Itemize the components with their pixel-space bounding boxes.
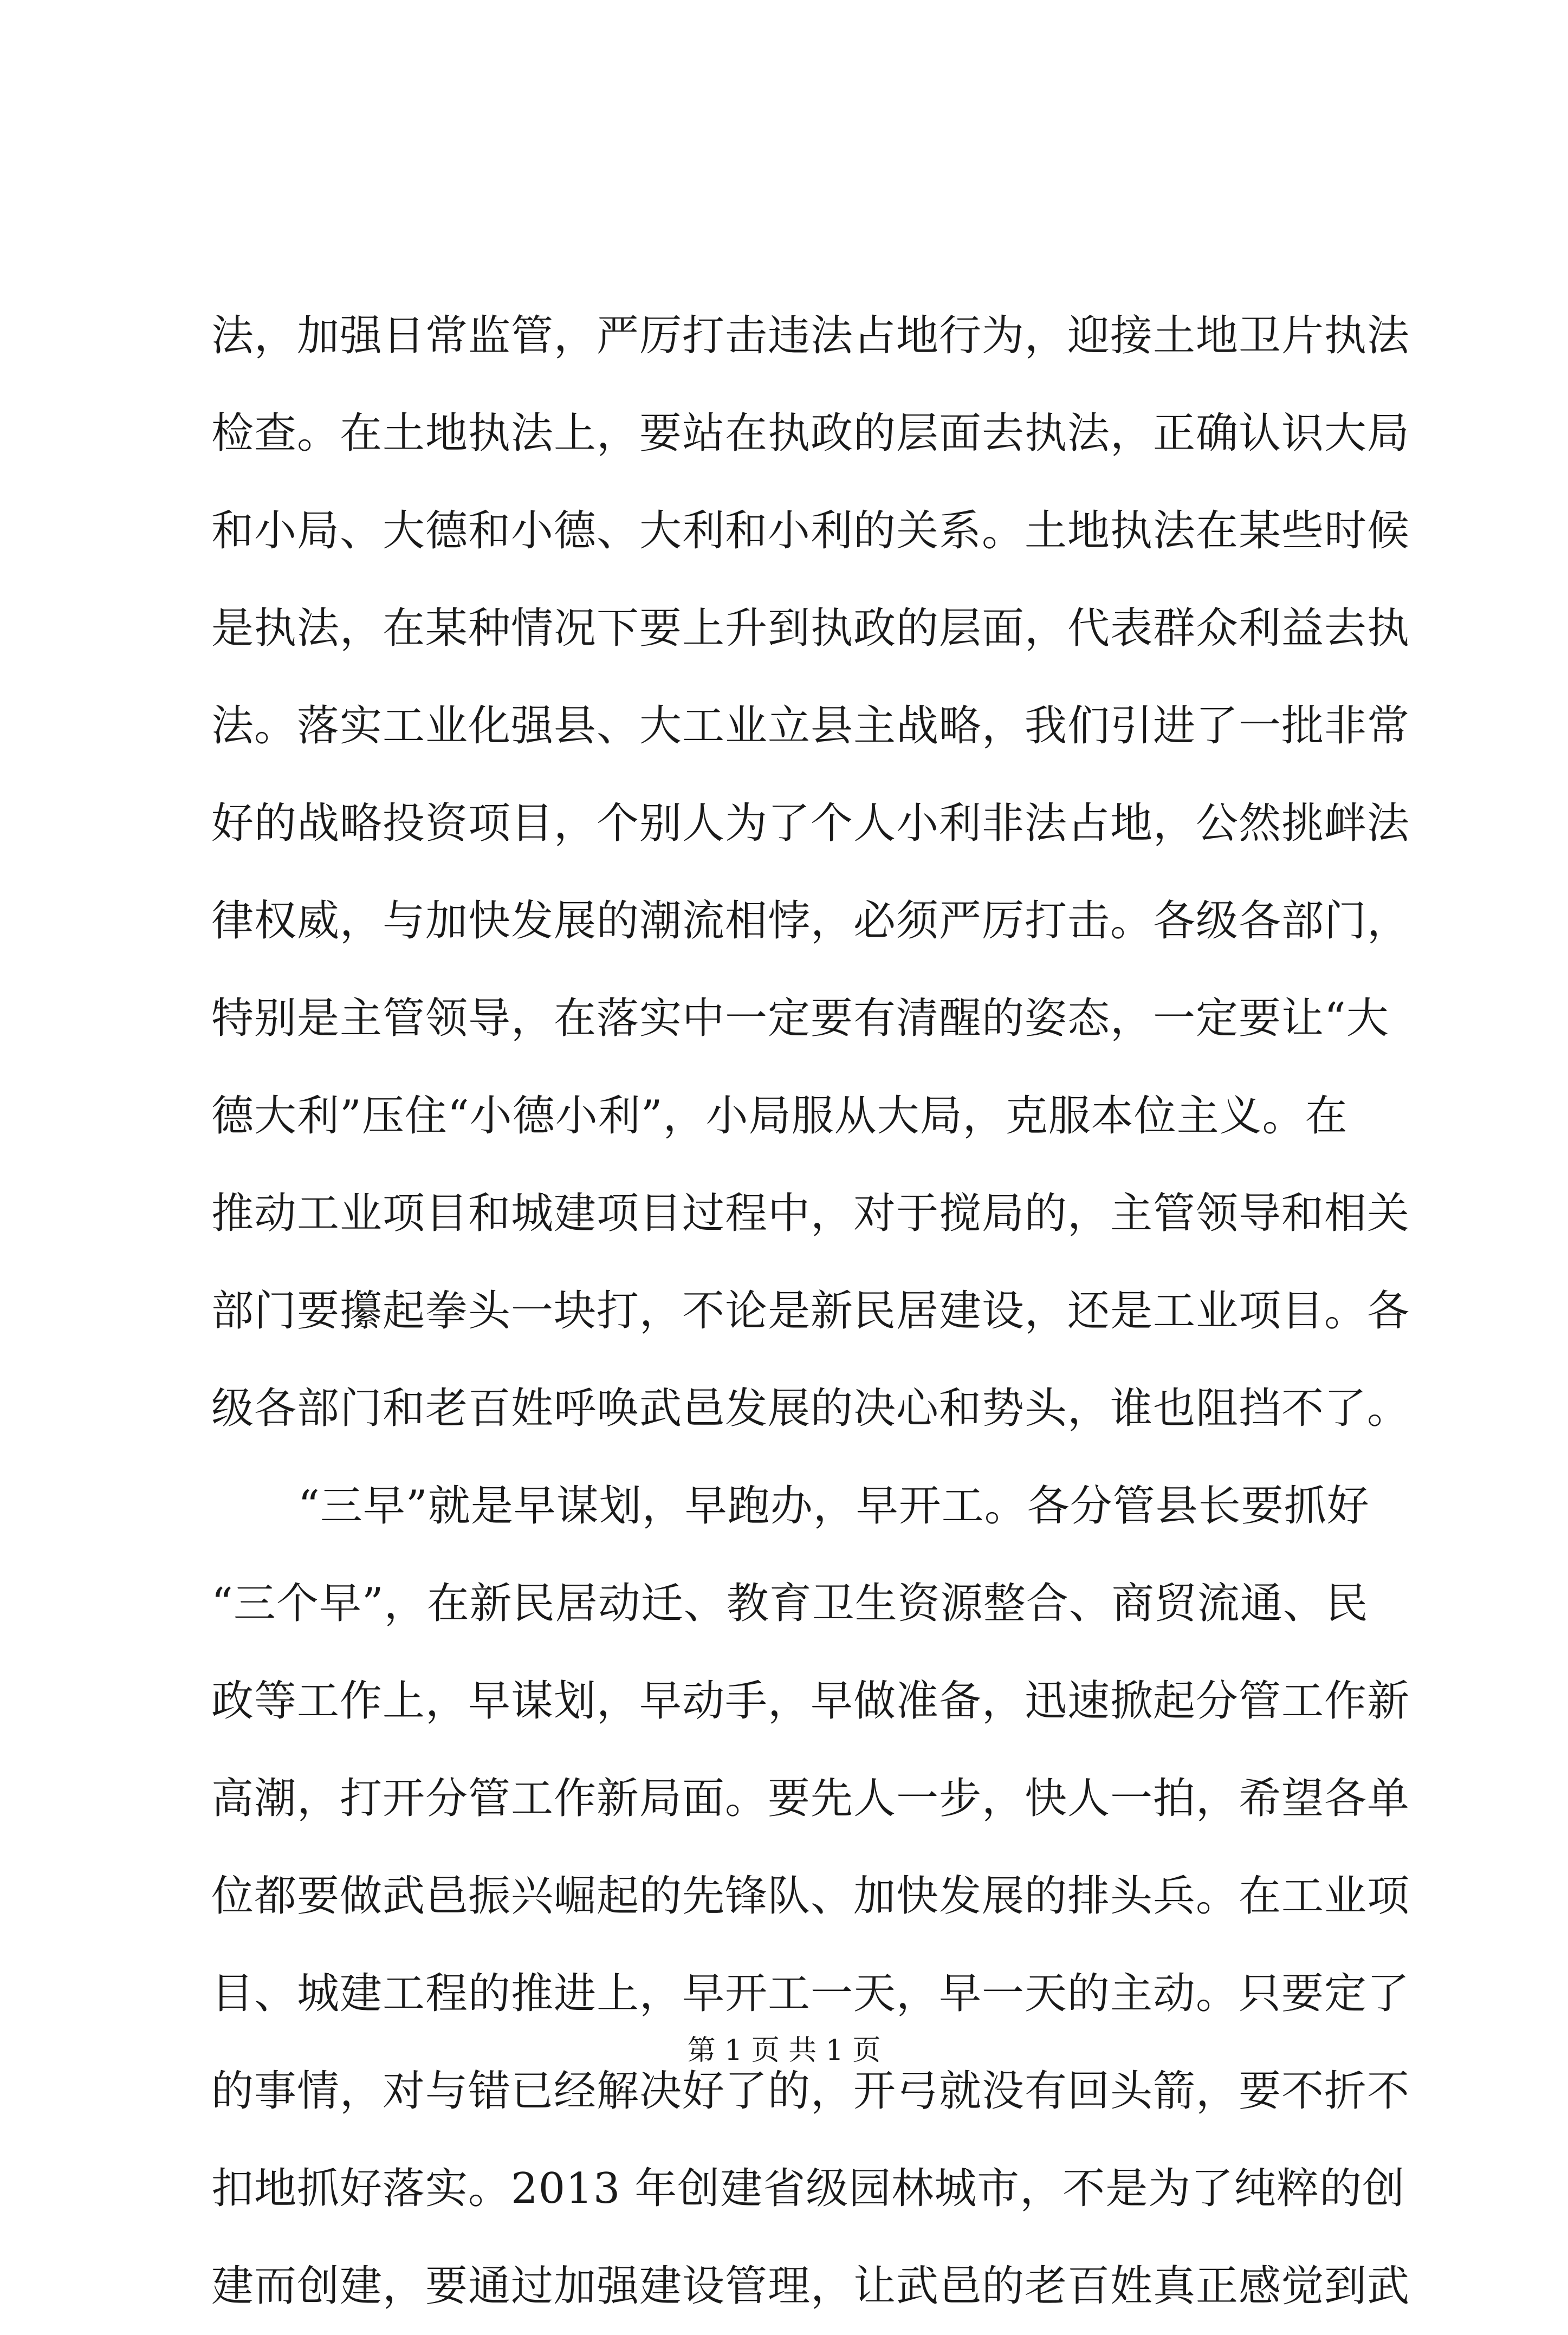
text-line: “三个早”，在新民居动迁、教育卫生资源整合、商贸流通、民 (211, 1579, 1369, 1628)
text-line: 和小局、大德和小德、大利和小利的关系。土地执法在某些时候 (211, 507, 1410, 555)
page-footer (0, 2029, 1568, 2072)
paragraph-start-line: “三早”就是早谋划，早跑办，早开工。各分管县长要抓好 (298, 1482, 1370, 1530)
text-line: 法，加强日常监管，严厉打击违法占地行为，迎接土地卫片执法 (211, 312, 1410, 360)
text-line: 级各部门和老百姓呼唤武邑发展的决心和势头，谁也阻挡不了。 (211, 1384, 1410, 1433)
text-line: 律权威，与加快发展的潮流相悖，必须严厉打击。各级各部门， (211, 897, 1410, 945)
text-line: 德大利”压住“小德小利”，小局服从大局，克服本位主义。在 (211, 1092, 1348, 1140)
body-text (211, 287, 1410, 2335)
text-line: 是执法，在某种情况下要上升到执政的层面，代表群众利益去执 (211, 604, 1410, 653)
text-line: 建而创建，要通过加强建设管理，让武邑的老百姓真正感觉到武 (211, 2262, 1410, 2311)
text-line: 检查。在土地执法上，要站在执政的层面去执法，正确认识大局 (211, 409, 1410, 458)
text-line: 部门要攥起拳头一块打，不论是新民居建设，还是工业项目。各 (211, 1287, 1410, 1335)
page-number: 第 1 页 共 1 页 (687, 2034, 881, 2067)
text-line: 目、城建工程的推进上，早开工一天，早一天的主动。只要定了 (211, 1969, 1410, 2018)
text-line: 特别是主管领导，在落实中一定要有清醒的姿态，一定要让“大 (211, 994, 1389, 1043)
text-line: 高潮，打开分管工作新局面。要先人一步，快人一拍，希望各单 (211, 1774, 1410, 1823)
text-line: 法。落实工业化强县、大工业立县主战略，我们引进了一批非常 (211, 702, 1410, 750)
text-line: 的事情，对与错已经解决好了的，开弓就没有回头箭，要不折不 (211, 2067, 1410, 2116)
text-line: 好的战略投资项目，个别人为了个人小利非法占地，公然挑衅法 (211, 799, 1410, 848)
text-line: 位都要做武邑振兴崛起的先锋队、加快发展的排头兵。在工业项 (211, 1872, 1410, 1921)
text-line: 扣地抓好落实。2013 年创建省级园林城市，不是为了纯粹的创 (211, 2164, 1405, 2213)
text-line: 政等工作上，早谋划，早动手，早做准备，迅速掀起分管工作新 (211, 1677, 1410, 1726)
text-line: 推动工业项目和城建项目过程中，对于搅局的，主管领导和相关 (211, 1189, 1410, 1238)
